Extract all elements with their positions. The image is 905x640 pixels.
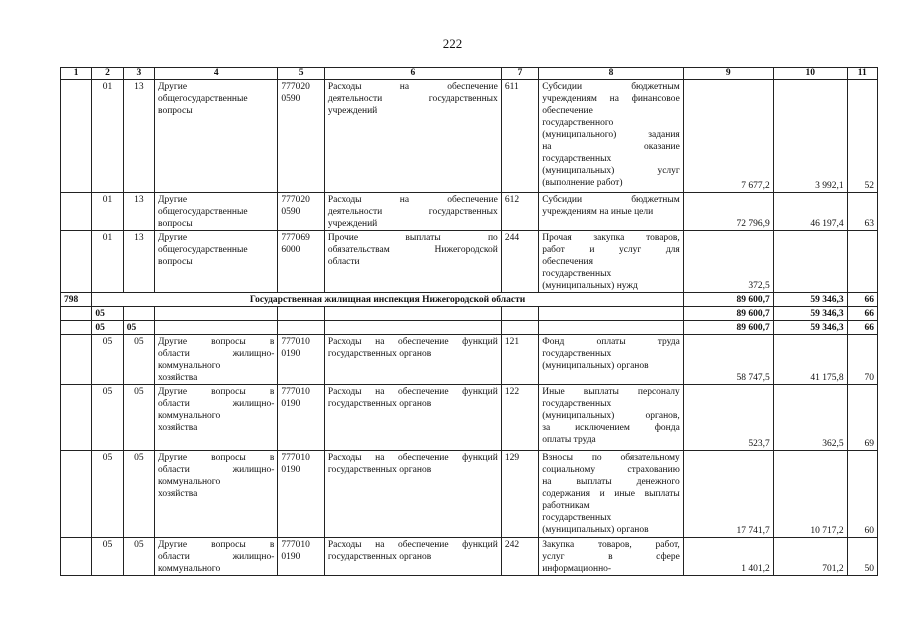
- cell-line: работникам: [542, 501, 590, 511]
- cell-line: информационно-: [542, 564, 612, 574]
- cell-line: 777020: [281, 82, 310, 92]
- cell-line: (выполнение работ): [542, 178, 623, 188]
- cell-target-code: [278, 80, 325, 193]
- cell-subsection: 05: [123, 335, 154, 385]
- empty-cell: [278, 307, 325, 321]
- cell-percent: [847, 231, 877, 293]
- cell-line: 6000: [281, 245, 301, 255]
- subsection-section: 05: [92, 321, 123, 335]
- cell-line: области жилищно-: [158, 399, 275, 409]
- cell-col1: [61, 80, 92, 193]
- column-number: 10: [773, 68, 847, 80]
- cell-line: вопросы: [158, 106, 193, 116]
- cell-col1: [61, 385, 92, 451]
- cell-line: коммунального: [158, 361, 221, 371]
- cell-subsection-name: [155, 231, 278, 293]
- cell-line: Расходы на обеспечение: [327, 195, 498, 205]
- cell-line: услуг в сфере: [542, 552, 680, 562]
- cell-line: государственных органов: [327, 349, 432, 359]
- cell-line: государственных органов: [327, 465, 432, 475]
- cell-line: (муниципальных) органов: [542, 525, 649, 535]
- column-number: 9: [683, 68, 773, 80]
- cell-target-name: [324, 451, 501, 538]
- cell-line: 0190: [281, 399, 301, 409]
- cell-line: государственных органов: [327, 552, 432, 562]
- cell-line: обеспечения: [542, 257, 593, 267]
- cell-line: деятельности государственных: [327, 207, 498, 217]
- agency-row: [61, 293, 878, 307]
- cell-subsection: 13: [123, 231, 154, 293]
- cell-col1: [61, 231, 92, 293]
- empty-cell: [123, 307, 154, 321]
- cell-line: (муниципальных) услуг: [542, 166, 680, 176]
- cell-target-name: [324, 80, 501, 193]
- cell-subsection-name: [155, 538, 278, 576]
- cell-line: оплаты труда: [542, 435, 596, 445]
- cell-line: (муниципального) задания: [542, 130, 680, 140]
- agency-code: 798: [61, 293, 92, 307]
- cell-section: 05: [92, 451, 123, 538]
- empty-cell: [539, 307, 684, 321]
- cell-plan: 58 747,5: [683, 335, 773, 385]
- column-number: 8: [539, 68, 684, 80]
- cell-line: Другие вопросы в: [158, 453, 275, 463]
- cell-line: Фонд оплаты труда: [542, 337, 680, 347]
- column-number: 4: [155, 68, 278, 80]
- cell-line: (муниципальных) органов,: [542, 411, 680, 421]
- cell-line: Другие: [158, 82, 188, 92]
- cell-line: Другие: [158, 195, 188, 205]
- cell-executed: 10 717,2: [773, 451, 847, 538]
- cell-line: хозяйства: [158, 489, 198, 499]
- subsection-percent: 66: [847, 321, 877, 335]
- cell-line: учреждений: [327, 106, 378, 116]
- agency-name: Государственная жилищная инспекция Нижегородской области: [92, 293, 683, 307]
- cell-section: 05: [92, 385, 123, 451]
- cell-plan: 1 401,2: [683, 538, 773, 576]
- table-row: [61, 335, 878, 385]
- subsection-executed: 59 346,3: [773, 321, 847, 335]
- cell-line: Расходы на обеспечение функций: [327, 387, 498, 397]
- header-row: [61, 68, 878, 80]
- cell-executed: [773, 231, 847, 293]
- cell-subsection-name: [155, 193, 278, 231]
- cell-line: 777069: [281, 233, 310, 243]
- cell-target-name: [324, 193, 501, 231]
- cell-line: государственных органов: [327, 399, 432, 409]
- cell-expense-code: 242: [501, 538, 538, 576]
- column-number: 6: [324, 68, 501, 80]
- cell-line: социальному страхованию: [542, 465, 680, 475]
- cell-line: на выплаты денежного: [542, 477, 680, 487]
- cell-expense-code: 244: [501, 231, 538, 293]
- table-row: [61, 538, 878, 576]
- table-row: [61, 231, 878, 293]
- cell-target-name: [324, 538, 501, 576]
- cell-line: Субсидии бюджетным: [542, 82, 680, 92]
- cell-line: государственных: [542, 154, 612, 164]
- cell-subsection: 05: [123, 451, 154, 538]
- cell-section: 01: [92, 231, 123, 293]
- cell-line: 777010: [281, 453, 310, 463]
- cell-line: учреждениям на иные цели: [542, 207, 654, 217]
- cell-target-name: [324, 385, 501, 451]
- cell-plan: 17 741,7: [683, 451, 773, 538]
- empty-cell: [324, 307, 501, 321]
- cell-plan: 523,7: [683, 385, 773, 451]
- cell-target-code: [278, 231, 325, 293]
- empty-cell: [501, 321, 538, 335]
- cell-line: 0190: [281, 465, 301, 475]
- table-row: [61, 193, 878, 231]
- cell-line: 777010: [281, 387, 310, 397]
- cell-line: 0590: [281, 94, 301, 104]
- cell-line: деятельности государственных: [327, 94, 498, 104]
- cell-col1: [61, 538, 92, 576]
- empty-cell: [155, 321, 278, 335]
- page-number: 222: [442, 36, 463, 51]
- cell-line: на оказание: [542, 142, 680, 152]
- cell-col1: [61, 321, 92, 335]
- cell-line: (муниципальных) нужд: [542, 281, 638, 291]
- cell-subsection-name: [155, 80, 278, 193]
- empty-cell: [155, 307, 278, 321]
- cell-line: общегосударственные: [158, 94, 248, 104]
- cell-line: государственных: [542, 349, 612, 359]
- cell-plan: 372,5: [683, 231, 773, 293]
- cell-line: области жилищно-: [158, 552, 275, 562]
- cell-line: обязательствам Нижегородской: [327, 245, 498, 255]
- subsection-code: 05: [123, 321, 154, 335]
- cell-executed: 41 175,8: [773, 335, 847, 385]
- cell-subsection-name: [155, 385, 278, 451]
- subsection-row: [61, 321, 878, 335]
- column-number: 11: [847, 68, 877, 80]
- cell-line: государственных: [542, 513, 612, 523]
- cell-percent: 70: [847, 335, 877, 385]
- empty-cell: [539, 321, 684, 335]
- cell-col1: [61, 335, 92, 385]
- cell-line: вопросы: [158, 257, 193, 267]
- table-row: [61, 385, 878, 451]
- cell-expense-name: [539, 538, 684, 576]
- cell-percent: 52: [847, 80, 877, 193]
- cell-line: коммунального: [158, 411, 221, 421]
- agency-plan: 89 600,7: [683, 293, 773, 307]
- cell-line: Прочая закупка товаров,: [542, 233, 680, 243]
- cell-line: Расходы на обеспечение функций: [327, 540, 498, 550]
- cell-line: общегосударственные: [158, 245, 248, 255]
- agency-percent: 66: [847, 293, 877, 307]
- cell-line: Другие вопросы в: [158, 540, 275, 550]
- cell-line: хозяйства: [158, 423, 198, 433]
- cell-percent: 50: [847, 538, 877, 576]
- agency-executed: 59 346,3: [773, 293, 847, 307]
- cell-plan: 7 677,2: [683, 80, 773, 193]
- cell-line: работ и услуг для: [542, 245, 680, 255]
- cell-line: общегосударственные: [158, 207, 248, 217]
- cell-line: области жилищно-: [158, 465, 275, 475]
- cell-line: Другие вопросы в: [158, 387, 275, 397]
- cell-section: 05: [92, 538, 123, 576]
- cell-expense-name: [539, 385, 684, 451]
- cell-line: Взносы по обязательному: [542, 453, 680, 463]
- empty-cell: [278, 321, 325, 335]
- section-executed: 59 346,3: [773, 307, 847, 321]
- cell-line: за исключением фонда: [542, 423, 680, 433]
- cell-line: вопросы: [158, 219, 193, 229]
- cell-subsection-name: [155, 451, 278, 538]
- empty-cell: [324, 321, 501, 335]
- empty-cell: [501, 307, 538, 321]
- cell-executed: 46 197,4: [773, 193, 847, 231]
- cell-line: коммунального: [158, 564, 221, 574]
- cell-executed: 3 992,1: [773, 80, 847, 193]
- cell-subsection: 13: [123, 80, 154, 193]
- cell-expense-code: 129: [501, 451, 538, 538]
- cell-line: Другие вопросы в: [158, 337, 275, 347]
- cell-line: государственных: [542, 399, 612, 409]
- cell-line: (муниципальных) органов: [542, 361, 649, 371]
- cell-line: Расходы на обеспечение функций: [327, 337, 498, 347]
- cell-line: 0190: [281, 349, 301, 359]
- column-number: 1: [61, 68, 92, 80]
- cell-target-code: [278, 538, 325, 576]
- section-percent: 66: [847, 307, 877, 321]
- cell-expense-name: [539, 193, 684, 231]
- cell-line: Субсидии бюджетным: [542, 195, 680, 205]
- cell-percent: 60: [847, 451, 877, 538]
- cell-line: Закупка товаров, работ,: [542, 540, 680, 550]
- cell-expense-code: 121: [501, 335, 538, 385]
- cell-line: области жилищно-: [158, 349, 275, 359]
- cell-subsection-name: [155, 335, 278, 385]
- cell-expense-name: [539, 231, 684, 293]
- cell-section: 01: [92, 80, 123, 193]
- cell-expense-code: 612: [501, 193, 538, 231]
- cell-col1: [61, 451, 92, 538]
- column-number: 2: [92, 68, 123, 80]
- section-row: [61, 307, 878, 321]
- cell-line: учреждений: [327, 219, 378, 229]
- cell-line: 777010: [281, 337, 310, 347]
- cell-target-code: [278, 193, 325, 231]
- cell-line: области: [327, 257, 360, 267]
- cell-line: 777020: [281, 195, 310, 205]
- cell-target-code: [278, 335, 325, 385]
- cell-line: Другие: [158, 233, 188, 243]
- section-plan: 89 600,7: [683, 307, 773, 321]
- cell-section: 01: [92, 193, 123, 231]
- table-body: [61, 68, 878, 576]
- cell-subsection: 13: [123, 193, 154, 231]
- cell-target-code: [278, 385, 325, 451]
- cell-percent: 69: [847, 385, 877, 451]
- cell-percent: 63: [847, 193, 877, 231]
- subsection-plan: 89 600,7: [683, 321, 773, 335]
- cell-executed: 362,5: [773, 385, 847, 451]
- budget-table: [60, 67, 878, 576]
- cell-section: 05: [92, 335, 123, 385]
- section-code: 05: [92, 307, 123, 321]
- cell-line: 0190: [281, 552, 301, 562]
- cell-target-name: [324, 231, 501, 293]
- cell-col1: [61, 193, 92, 231]
- cell-target-code: [278, 451, 325, 538]
- cell-executed: 701,2: [773, 538, 847, 576]
- column-number: 3: [123, 68, 154, 80]
- table-row: [61, 80, 878, 193]
- cell-line: коммунального: [158, 477, 221, 487]
- cell-expense-name: [539, 451, 684, 538]
- cell-line: Расходы на обеспечение функций: [327, 453, 498, 463]
- cell-line: Иные выплаты персоналу: [542, 387, 680, 397]
- cell-target-name: [324, 335, 501, 385]
- cell-expense-name: [539, 335, 684, 385]
- cell-plan: 72 796,9: [683, 193, 773, 231]
- cell-line: обеспечение: [542, 106, 593, 116]
- cell-line: 777010: [281, 540, 310, 550]
- column-number: 7: [501, 68, 538, 80]
- column-number: 5: [278, 68, 325, 80]
- cell-line: государственных: [542, 269, 612, 279]
- cell-line: 0590: [281, 207, 301, 217]
- cell-line: содержания и иные выплаты: [542, 489, 680, 499]
- cell-expense-name: [539, 80, 684, 193]
- cell-col1: [61, 307, 92, 321]
- cell-expense-code: 122: [501, 385, 538, 451]
- cell-line: учреждениям на финансовое: [542, 94, 680, 104]
- cell-subsection: 05: [123, 538, 154, 576]
- cell-line: хозяйства: [158, 373, 198, 383]
- cell-line: Расходы на обеспечение: [327, 82, 498, 92]
- cell-line: Прочие выплаты по: [327, 233, 498, 243]
- cell-expense-code: 611: [501, 80, 538, 193]
- cell-subsection: 05: [123, 385, 154, 451]
- table-row: [61, 451, 878, 538]
- cell-line: государственного: [542, 118, 614, 128]
